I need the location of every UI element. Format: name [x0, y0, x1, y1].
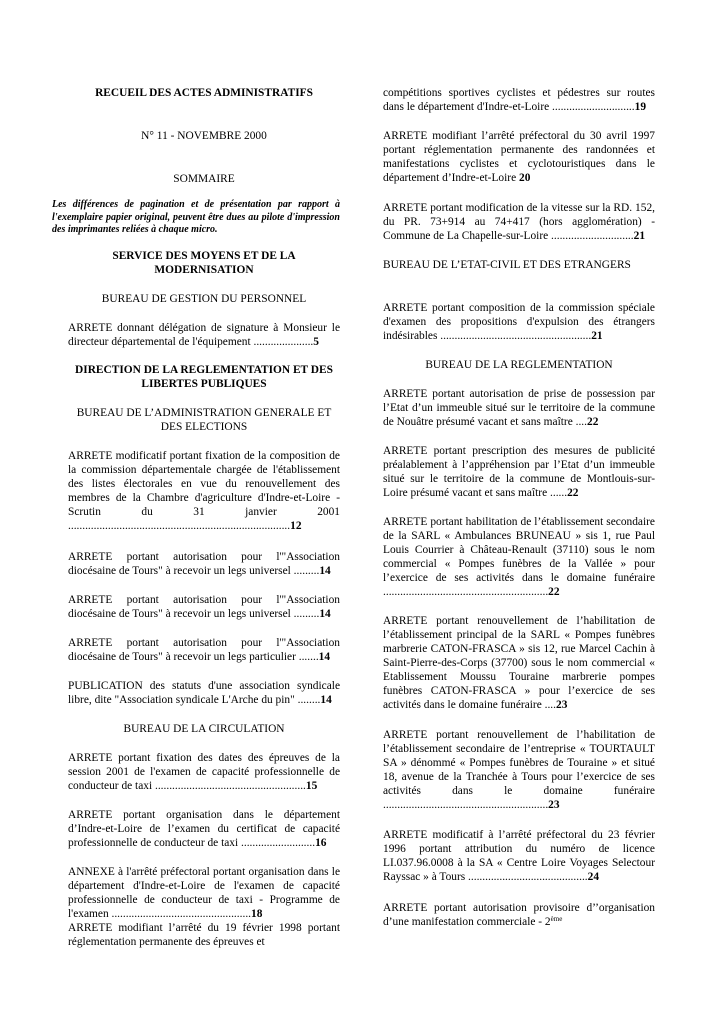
toc-entry: ARRETE portant autorisation provisoire d’’organisation d’une manifestation commerciale - 2ème: [383, 902, 655, 928]
toc-entry: ARRETE portant habilitation de l’établissement secondaire de la SARL « Ambulances BRUNEAU » sis 1, rue Paul Louis Courrier à Château-Renault (37110) sous le nom commercial « Pompes funèbres de la Vallée » pour l’exercice de ses activités dans le domaine funéraire ..........................................................22: [383, 516, 655, 598]
toc-entry: ARRETE portant autorisation de prise de possession par l’Etat d’un immeuble situé sur le territoire de la commune de Nouâtre présumé vacant et sans maître ....22: [383, 388, 655, 428]
bureau-heading-etat-civil: BUREAU DE L’ETAT-CIVIL ET DES ETRANGERS: [383, 259, 631, 271]
service-heading-reglementation: DIRECTION DE LA REGLEMENTATION ET DES LIBERTES PUBLIQUES: [75, 364, 333, 390]
toc-entry: ARRETE portant prescription des mesures de publicité préalablement à l’appréhension par l’Etat d’un immeuble situé sur le territoire de la commune de Montlouis-sur-Loire présumé vacant et sans maître ......22: [383, 445, 655, 499]
sommaire-heading: SOMMAIRE: [173, 173, 235, 185]
issue-number: N° 11 - NOVEMBRE 2000: [141, 130, 267, 142]
bureau-heading-circulation: BUREAU DE LA CIRCULATION: [123, 723, 285, 735]
bureau-heading-administration: BUREAU DE L’ADMINISTRATION GENERALE ET DES ELECTIONS: [76, 407, 332, 433]
toc-entry: compétitions sportives cyclistes et pédestres sur routes dans le département d'Indre-et-Loire .............................19: [383, 87, 655, 113]
toc-entry: ANNEXE à l'arrêté préfectoral portant organisation dans le département d'Indre-et-Loire de l'examen de capacité professionnelle de conducteur de taxi - Programme de l'examen .................................................18: [68, 866, 340, 920]
toc-entry: ARRETE portant renouvellement de l’habilitation de l’établissement secondaire de l’entreprise « TOURTAULT SA » dénommé « Pompes funèbres de Touraine » et situé 18, avenue de la Tranchée à Tours pour l’exercice de ses activités dans le domaine funéraire ..........................................................23: [383, 729, 655, 811]
bureau-heading-personnel: BUREAU DE GESTION DU PERSONNEL: [101, 293, 307, 305]
service-heading-moyens: SERVICE DES MOYENS ET DE LA MODERNISATION: [112, 250, 296, 276]
toc-entry: ARRETE portant fixation des dates des épreuves de la session 2001 de l'examen de capacité professionnelle de conducteur de taxi .....................................................15: [68, 752, 340, 792]
toc-entry: ARRETE modificatif à l’arrêté préfectoral du 23 février 1996 portant attribution du numéro de licence LI.037.96.0008 à la SA « Centre Loire Voyages Selectour Rayssac » à Tours ..........................................24: [383, 829, 655, 883]
toc-entry: ARRETE portant composition de la commission spéciale d'examen des propositions d'expulsion des étrangers indésirables .....................................................21: [383, 302, 655, 342]
toc-entry: ARRETE portant autorisation pour l'"Association diocésaine de Tours" à recevoir un legs universel .........14: [68, 551, 340, 577]
document-title: RECUEIL DES ACTES ADMINISTRATIFS: [95, 87, 313, 99]
toc-entry: ARRETE modificatif portant fixation de la composition de la commission départementale chargée de l'établissement des listes électorales en vue du renouvellement des membres de la Chambre d'agriculture d'Indre-et-Loire - Scrutin du 31 janvier 2001 ..............................................................................12: [68, 450, 340, 532]
toc-entry: ARRETE portant organisation dans le département d’Indre-et-Loire de l’examen du certificat de capacité professionnelle de conducteur de taxi ..........................16: [68, 809, 340, 849]
toc-entry: ARRETE modifiant l’arrêté préfectoral du 30 avril 1997 portant réglementation permanente des randonnées et manifestations cyclistes et cyclotouristiques dans le département d’Indre-et-Loire 20: [383, 130, 655, 184]
toc-entry: ARRETE modifiant l’arrêté du 19 février 1998 portant réglementation permanente des épreuves et: [68, 922, 340, 948]
disclaimer-note: Les différences de pagination et de présentation par rapport à l'exemplaire papier original, peuvent être dues au pilote d'impression des imprimantes reliées à chaque micro.: [52, 199, 340, 235]
toc-entry: ARRETE portant modification de la vitesse sur la RD. 152, du PR. 73+914 au 74+417 (hors agglomération) - Commune de La Chapelle-sur-Loire .............................21: [383, 202, 655, 242]
toc-entry: ARRETE portant renouvellement de l’habilitation de l’établissement principal de la SARL « Pompes funèbres marbrerie CATON-FRASCA » sis 12, rue Marcel Cachin à Saint-Pierre-des-Corps (37700) sous le nom commercial « Etablissement Moussu Touraine marbrerie pompes funèbres CATON-FRASCA » pour l’exercice de ses activités dans le domaine funéraire ....23: [383, 615, 655, 711]
toc-entry: PUBLICATION des statuts d'une association syndicale libre, dite "Association syndicale L'Arche du pin" ........14: [68, 680, 340, 706]
bureau-heading-reglementation: BUREAU DE LA REGLEMENTATION: [425, 359, 613, 371]
toc-entry: ARRETE portant autorisation pour l'"Association diocésaine de Tours" à recevoir un legs particulier .......14: [68, 637, 340, 663]
toc-entry: ARRETE donnant délégation de signature à Monsieur le directeur départemental de l'équipement .....................5: [68, 322, 340, 348]
toc-entry: ARRETE portant autorisation pour l'"Association diocésaine de Tours" à recevoir un legs universel .........14: [68, 594, 340, 620]
